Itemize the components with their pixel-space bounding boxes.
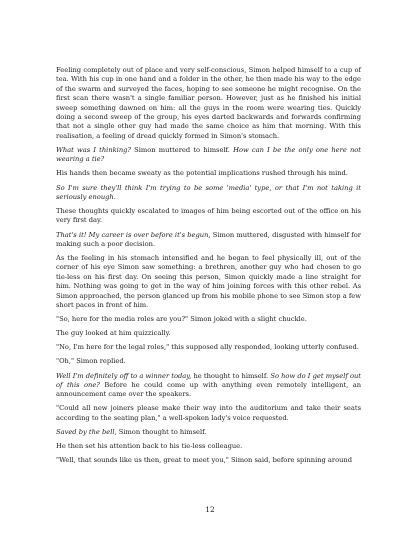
- italic-text: That's it! My career is over before it's begun,: [56, 230, 211, 239]
- page-number: 12: [205, 505, 215, 514]
- italic-text: So I'm sure they'll think I'm trying to be some 'media' type, or that I'm not taking it seriously enough.: [56, 183, 361, 201]
- text-run: These thoughts quickly escalated to images of him being escorted out of the office on his very first day.: [56, 207, 361, 225]
- paragraph: [56, 146, 361, 165]
- italic-text: How can I be the only one here not wearing a tie?: [56, 145, 361, 164]
- text-run: Simon muttered, disgusted with himself for making such a poor decision.: [56, 230, 361, 248]
- italic-text: Well I'm definitely off to a winner today,: [56, 371, 192, 380]
- text-run: "No, I'm here for the legal roles," this supposed ally responded, looking utterly confused.: [56, 343, 359, 352]
- text-run: "Well, that sounds like us then, great to meet you," Simon said, before spinning around: [56, 456, 353, 465]
- paragraph: [56, 343, 361, 352]
- text-run: "Could all new joiners please make their way into the auditorium and take their seats according to the seating plan," a well-spoken lady's voice requested.: [56, 404, 361, 422]
- text-run: Feeling completely out of place and very self-conscious, Simon helped himself to a cup of tea. With his cup in one hand and a folder in the other, he then made his way to the edge of the swarm and surveyed the faces, hoping to see someone he might recognise. On the first scan there wasn't a single familiar person. However, just as he finished his initial sweep something dawned on him: all the guys in the room were wearing ties. Quickly doing a second sweep of the group, his eyes darted backwards and forwards confirming that not a single other guy had made the same choice as him that morning. With this realisation, a feeling of dread quickly formed in Simon's stomach.: [56, 66, 361, 140]
- paragraph: [56, 357, 361, 366]
- text-run: His hands then became sweaty as the potential implications rushed through his mind.: [56, 169, 348, 178]
- body-text: [56, 66, 361, 470]
- text-run: As the feeling in his stomach intensified and he began to feel physically ill, out of the corner of his eye Simon saw something: a brethren, another guy who had chosen to go tie-less on his first day. On seeing this person, Simon quickly made a line straight for him. Nothing was going to get in the way of him joining forces with this other rebel. As Simon approached, the person glanced up from his mobile phone to see Simon stop a few short paces in front of him.: [56, 254, 361, 310]
- text-run: Simon muttered to himself.: [131, 145, 234, 154]
- paragraph: [56, 442, 361, 451]
- paragraph: [56, 372, 361, 400]
- italic-text: Saved by the bell,: [56, 427, 117, 436]
- paragraph: [56, 207, 361, 226]
- paragraph: [56, 254, 361, 310]
- paragraph: [56, 66, 361, 141]
- text-run: The guy looked at him quizzically.: [56, 329, 171, 338]
- text-run: He then set his attention back to his tie-less colleague.: [56, 442, 243, 451]
- text-run: "So, here for the media roles are you?" Simon joked with a slight chuckle.: [56, 315, 307, 324]
- paragraph: [56, 329, 361, 338]
- text-run: he thought to himself.: [191, 371, 271, 380]
- paragraph: [56, 404, 361, 423]
- italic-text: What was I thinking?: [56, 145, 131, 154]
- italic-text: So how do I get myself out of this one?: [56, 371, 361, 389]
- paragraph: [56, 456, 361, 465]
- paragraph: [56, 428, 361, 437]
- text-run: "Oh," Simon replied.: [56, 357, 126, 366]
- paragraph: [56, 315, 361, 324]
- paragraph: [56, 169, 361, 178]
- text-run: Before he could come up with anything even remotely intelligent, an announcement came over the speakers.: [56, 380, 361, 399]
- text-run: Simon thought to himself.: [116, 427, 207, 436]
- paragraph: [56, 231, 361, 250]
- paragraph: [56, 184, 361, 203]
